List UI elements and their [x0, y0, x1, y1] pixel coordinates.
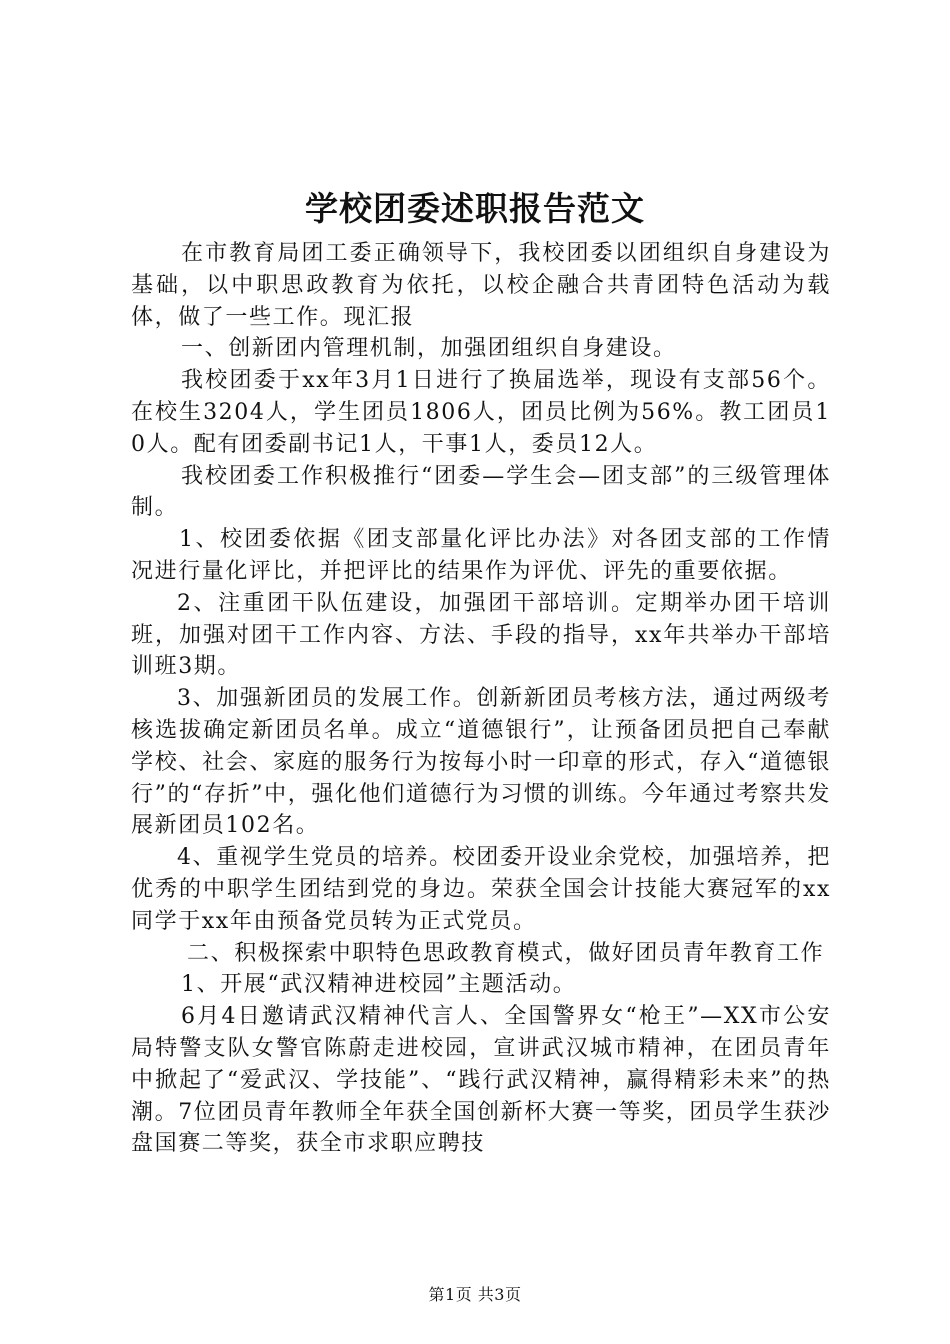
paragraph-activity-1: 1、开展“武汉精神进校园”主题活动。: [181, 972, 577, 998]
section-heading-1: 一、创新团内管理机制，加强团组织自身建设。: [181, 336, 677, 362]
paragraph-election: 我校团委于xx年3月1日进行了换届选举，现设有支部56个。在校生3204人，学生团员1806人，团员比例为56%。教工团员10人。配有团委副书记1人，干事1人，委员12人。: [131, 368, 831, 457]
paragraph-intro: 在市教育局团工委正确领导下，我校团委以团组织自身建设为基础，以中职思政教育为依托，以校企融合共青团特色活动为载体，做了一些工作。现汇报: [131, 241, 831, 330]
page-number-footer: 第1页 共3页: [428, 1285, 522, 1304]
paragraph-management: 我校团委工作积极推行“团委—学生会—团支部”的三级管理体制。: [131, 463, 831, 521]
paragraph-item-4: 4、重视学生党员的培养。校团委开设业余党校，加强培养，把优秀的中职学生团结到党的身边。荣获全国会计技能大赛冠军的xx同学于xx年由预备党员转为正式党员。: [131, 845, 831, 934]
document-title: 学校团委述职报告范文: [305, 189, 645, 228]
paragraph-activity-detail: 6月4日邀请武汉精神代言人、全国警界女“枪王”—XX市公安局特警支队女警官陈蔚走进校园，宣讲武汉城市精神，在团员青年中掀起了“爱武汉、学技能”、“践行武汉精神，赢得精彩未来”的热潮。7位团员青年教师全年获全国创新杯大赛一等奖，团员学生获沙盘国赛二等奖，获全市求职应聘技: [131, 1004, 831, 1157]
paragraph-item-2: 2、注重团干队伍建设，加强团干部培训。定期举办团干培训班，加强对团干工作内容、方法、手段的指导，xx年共举办干部培训班3期。: [131, 590, 831, 680]
document-body: [131, 238, 831, 1160]
section-heading-2: 二、积极探索中职特色思政教育模式，做好团员青年教育工作: [187, 940, 825, 966]
paragraph-item-1: 1、校团委依据《团支部量化评比办法》对各团支部的工作情况进行量化评比，并把评比的结果作为评优、评先的重要依据。: [131, 527, 831, 584]
paragraph-item-3: 3、加强新团员的发展工作。创新新团员考核方法，通过两级考核选拔确定新团员名单。成立“道德银行”，让预备团员把自己奉献学校、社会、家庭的服务行为按每小时一印章的形式，存入“道德银行”的“存折”中，强化他们道德行为习惯的训练。今年通过考察共发展新团员102名。: [131, 686, 831, 839]
